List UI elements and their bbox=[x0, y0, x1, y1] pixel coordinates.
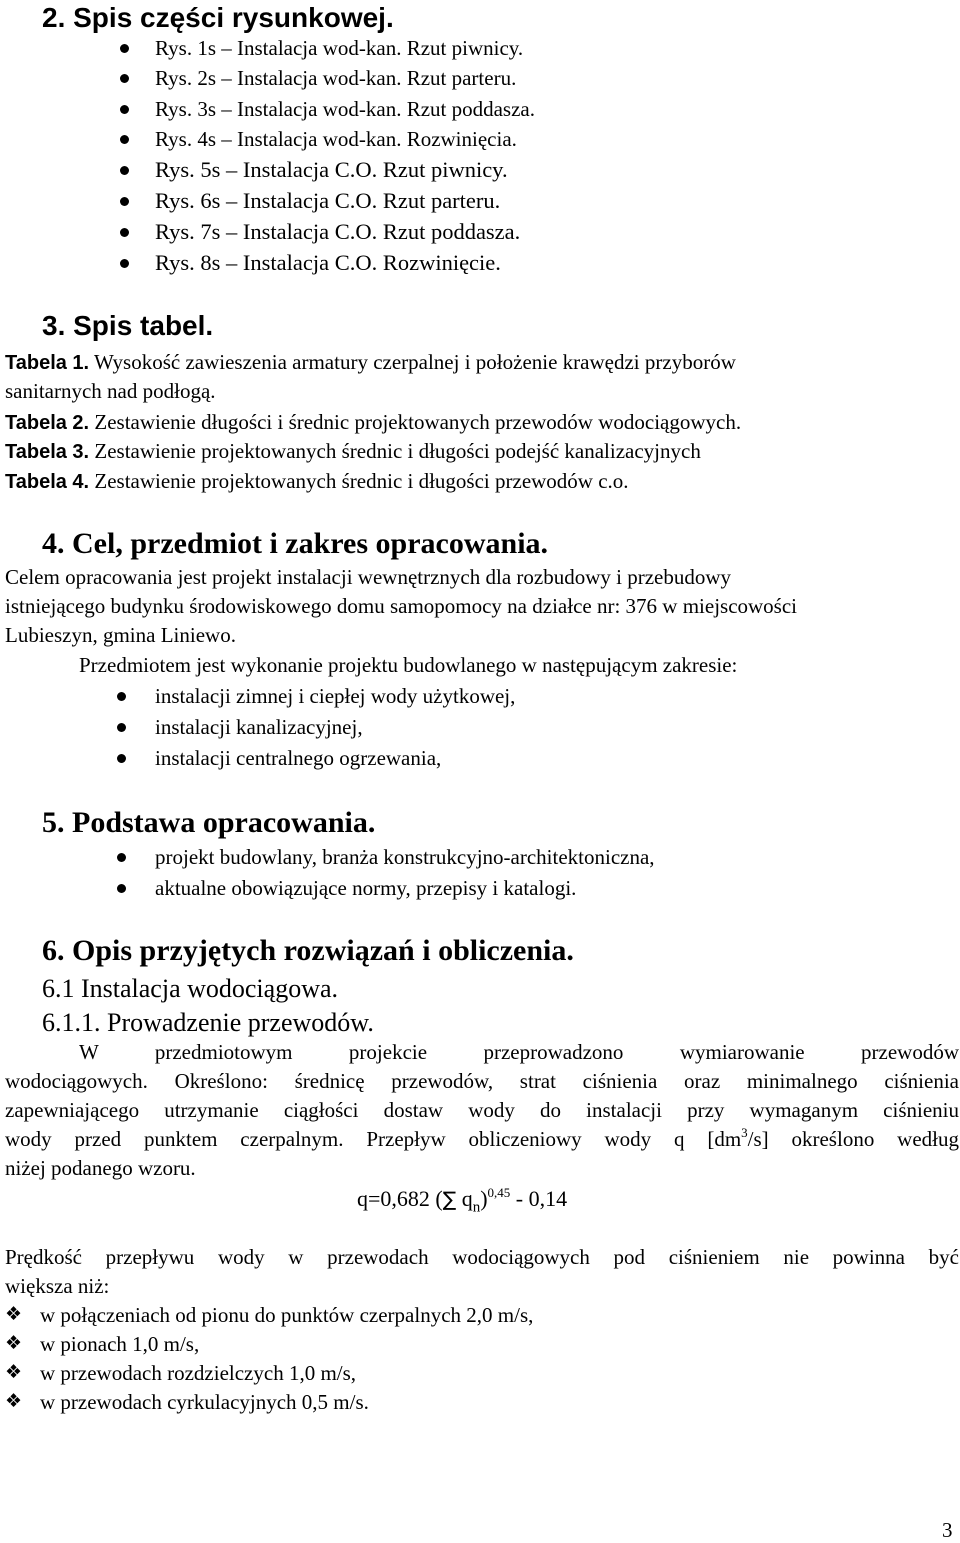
formula-part: ) bbox=[480, 1186, 488, 1211]
table-text: Wysokość zawieszenia armatury czerpalnej i położenie krawędzi przyborów bbox=[89, 350, 736, 374]
bullet-icon bbox=[120, 166, 129, 175]
paragraph-line-text: Prędkość przepływu wody w przewodach wodociągowych pod ciśnieniem nie powinna być bbox=[5, 1245, 959, 1269]
list-item: aktualne obowiązujące normy, przepisy i katalogi. bbox=[155, 876, 577, 900]
paragraph-line bbox=[5, 1245, 959, 1270]
subscript: n bbox=[472, 1199, 481, 1216]
list-item: w przewodach rozdzielczych 1,0 m/s, bbox=[40, 1361, 357, 1385]
paragraph-line: istniejącego budynku środowiskowego domu samopomocy na działce nr: 376 w miejscowości bbox=[5, 594, 798, 618]
list-item: instalacji centralnego ogrzewania, bbox=[155, 746, 442, 770]
list-item: instalacji kanalizacyjnej, bbox=[155, 715, 363, 739]
list-item: Rys. 6s – Instalacja C.O. Rzut parteru. bbox=[155, 188, 501, 213]
bullet-icon bbox=[117, 723, 126, 732]
paragraph-line: niżej podanego wzoru. bbox=[5, 1156, 196, 1180]
list-item: Rys. 1s – Instalacja wod-kan. Rzut piwnicy. bbox=[155, 36, 524, 60]
paragraph-line-text: wodociągowych. Określono: średnicę przewodów, strat ciśnienia oraz minimalnego ciśnienia bbox=[5, 1069, 959, 1093]
bullet-icon bbox=[117, 884, 126, 893]
paragraph-line: Celem opracowania jest projekt instalacji wewnętrznych dla rozbudowy i przebudowy bbox=[5, 565, 732, 589]
formula-part: q bbox=[456, 1186, 473, 1211]
table-text: Zestawienie projektowanych średnic i długości podejść kanalizacyjnych bbox=[89, 439, 701, 463]
table-label: Tabela 1. bbox=[5, 352, 90, 374]
table-text: Zestawienie długości i średnic projektowanych przewodów wodociągowych. bbox=[89, 410, 742, 434]
text-part: wody przed punktem czerpalnym. Przepływ obliczeniowy wody q [dm bbox=[5, 1127, 742, 1151]
table-entry bbox=[5, 439, 701, 464]
bullet-icon bbox=[120, 44, 129, 53]
list-item: w przewodach cyrkulacyjnych 0,5 m/s. bbox=[40, 1390, 369, 1414]
section-2-heading: 2. Spis części rysunkowej. bbox=[42, 2, 394, 33]
table-label: Tabela 2. bbox=[5, 412, 90, 434]
paragraph-line-text: zapewniającego utrzymanie ciągłości dostaw wody do instalacji przy wymaganym ciśnieniu bbox=[5, 1098, 959, 1122]
table-entry-continued: sanitarnych nad podłogą. bbox=[5, 379, 216, 403]
paragraph-line bbox=[5, 1127, 959, 1152]
paragraph-line: większa niż: bbox=[5, 1274, 110, 1298]
list-item: Rys. 2s – Instalacja wod-kan. Rzut parteru. bbox=[155, 66, 517, 90]
subsection-heading: 6.1 Instalacja wodociągowa. bbox=[42, 974, 339, 1003]
paragraph-line-text bbox=[5, 1127, 959, 1151]
list-item: Rys. 8s – Instalacja C.O. Rozwinięcie. bbox=[155, 250, 501, 275]
list-item: Rys. 3s – Instalacja wod-kan. Rzut poddasza. bbox=[155, 97, 535, 121]
bullet-icon bbox=[120, 74, 129, 83]
bullet-icon bbox=[117, 692, 126, 701]
diamond-bullet-icon: ❖ bbox=[5, 1332, 23, 1354]
diamond-bullet-icon: ❖ bbox=[5, 1390, 23, 1412]
section-6-heading: 6. Opis przyjętych rozwiązań i obliczenia. bbox=[42, 934, 574, 967]
section-3-heading: 3. Spis tabel. bbox=[42, 310, 214, 341]
bullet-icon bbox=[117, 754, 126, 763]
bullet-icon bbox=[120, 105, 129, 114]
sigma-symbol: ∑ bbox=[442, 1187, 457, 1211]
paragraph-line-text: W przedmiotowym projekcie przeprowadzono wymiarowanie przewodów bbox=[79, 1040, 959, 1064]
table-entry bbox=[5, 410, 741, 435]
table-entry bbox=[5, 350, 736, 375]
bullet-icon bbox=[120, 228, 129, 237]
section-5-heading: 5. Podstawa opracowania. bbox=[42, 806, 376, 839]
flow-formula bbox=[357, 1184, 568, 1216]
bullet-icon bbox=[117, 853, 126, 862]
diamond-bullet-icon: ❖ bbox=[5, 1361, 23, 1383]
bullet-icon bbox=[120, 197, 129, 206]
formula-part: q=0,682 ( bbox=[357, 1186, 443, 1211]
subsection-heading: 6.1.1. Prowadzenie przewodów. bbox=[42, 1008, 374, 1037]
scope-intro: Przedmiotem jest wykonanie projektu budowlanego w następującym zakresie: bbox=[79, 653, 738, 677]
list-item: Rys. 5s – Instalacja C.O. Rzut piwnicy. bbox=[155, 157, 508, 182]
superscript: 0,45 bbox=[487, 1184, 511, 1200]
bullet-icon bbox=[120, 259, 129, 268]
list-item: projekt budowlany, branża konstrukcyjno-architektoniczna, bbox=[155, 845, 655, 869]
diamond-bullet-icon: ❖ bbox=[5, 1303, 23, 1325]
formula-part: - 0,14 bbox=[510, 1186, 568, 1211]
bullet-icon bbox=[120, 135, 129, 144]
table-label: Tabela 4. bbox=[5, 471, 90, 493]
page-number: 3 bbox=[942, 1518, 953, 1542]
paragraph-line bbox=[79, 1040, 959, 1065]
paragraph-line bbox=[5, 1069, 959, 1094]
table-label: Tabela 3. bbox=[5, 441, 90, 463]
list-item: Rys. 4s – Instalacja wod-kan. Rozwinięcia. bbox=[155, 127, 517, 151]
list-item: Rys. 7s – Instalacja C.O. Rzut poddasza. bbox=[155, 219, 521, 244]
superscript: 3 bbox=[741, 1125, 748, 1140]
paragraph-line bbox=[5, 1098, 959, 1123]
table-entry bbox=[5, 469, 629, 494]
table-text: Zestawienie projektowanych średnic i długości przewodów c.o. bbox=[89, 469, 629, 493]
list-item: instalacji zimnej i ciepłej wody użytkowej, bbox=[155, 684, 516, 708]
paragraph-line: Lubieszyn, gmina Liniewo. bbox=[5, 623, 236, 647]
list-item: w połączeniach od pionu do punktów czerpalnych 2,0 m/s, bbox=[40, 1303, 534, 1327]
section-4-heading: 4. Cel, przedmiot i zakres opracowania. bbox=[42, 527, 549, 560]
text-part: /s] określono według bbox=[747, 1127, 959, 1151]
list-item: w pionach 1,0 m/s, bbox=[40, 1332, 200, 1356]
